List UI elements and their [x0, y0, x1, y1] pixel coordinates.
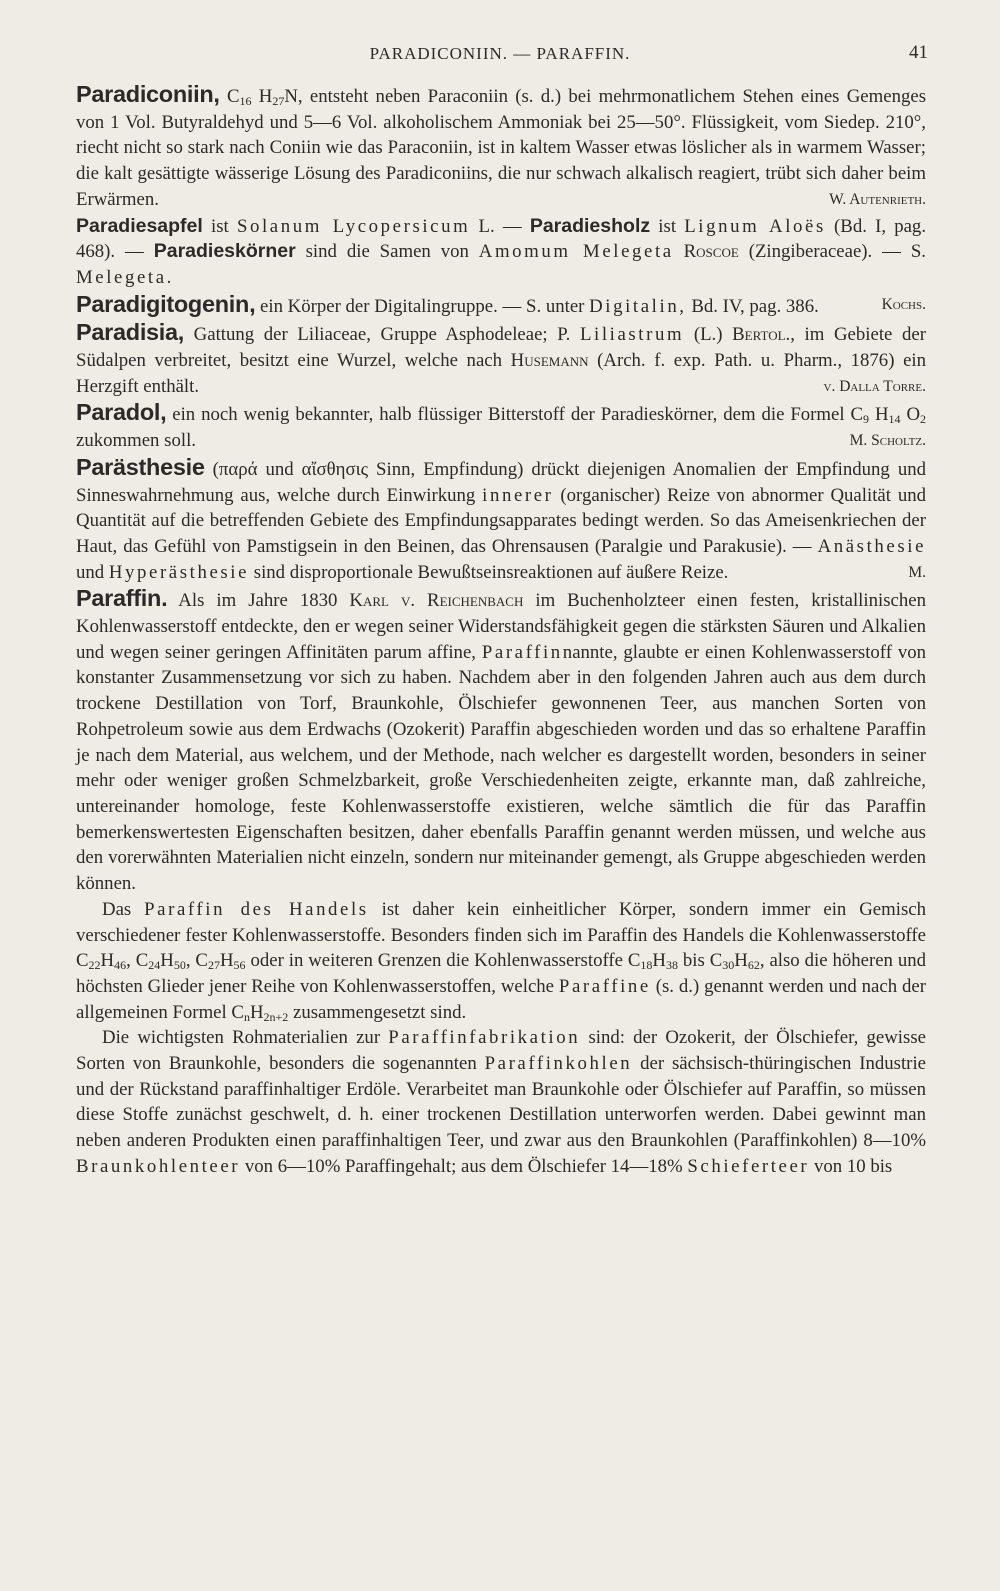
- formula-sub: 16: [239, 94, 252, 108]
- entry-text: im Gebiete der Südalpen verbreitet, besitzt eine Wurzel, welche nach: [76, 324, 926, 372]
- entry-text: (Zingiberaceae). — S.: [748, 241, 926, 263]
- entry-text: L. —: [478, 215, 522, 237]
- formula-sub: 22: [88, 958, 101, 973]
- entry-text: Die wichtigsten Rohmaterialien zur: [102, 1027, 381, 1049]
- entry-text: sind: der Ozokerit, der Ölschiefer, gewisse Sorten von Braunkohle, besonders die sogenannten: [76, 1027, 926, 1075]
- entry-paradigitogenin: [76, 292, 926, 320]
- formula-sub: 2n+2: [263, 1009, 289, 1024]
- formula-text: H: [249, 1001, 264, 1023]
- entry-text: und: [76, 561, 105, 583]
- formula-sub: 46: [114, 958, 127, 973]
- spaced-term: innerer: [482, 484, 554, 506]
- spaced-term: Lignum Aloës: [684, 215, 826, 237]
- entry-parasthesie: [76, 455, 926, 586]
- spaced-term: Digitalin,: [589, 295, 687, 317]
- headword: Paradiesholz: [529, 214, 651, 237]
- author-name: Karl v. Reichenbach: [349, 590, 524, 612]
- spaced-term: Schieferteer: [687, 1155, 810, 1177]
- headword: Paradisia,: [76, 319, 185, 346]
- entry-text: N, entsteht neben Paraconiin (s. d.) bei mehrmonatlichem Stehen eines Gemenges von 1 Vol. Butyraldehyd und 5—6 Vol. alkoholischem Ammoniak bei 25—50°. Flüssigkeit, vom Siedep. 210°, riecht nicht so stark nach Coniin wie das Paraconiin, ist in kaltem Wasser etwas löslicher als in warmem Wasser; die kalt gesättigte wässerige Lösung des Paradiconiins, die nur schwach alkalisch reagiert, trübt sich daher beim Erwärmen.: [76, 86, 927, 210]
- author-signature: v. Dalla Torre.: [823, 377, 926, 395]
- spaced-term: Paraffin: [481, 641, 563, 663]
- entry-text: der sächsisch-thüringischen Industrie und der Rückstand paraffinhaltiger Erdöle. Verarbeitet man Braunkohle oder Ölschiefer auf Paraffin, so müssen diese Stoffe zunächst geschwelt, d. h. einer trockenen Destillation unterworfen werden. Dabei gewinnt man neben anderen Produkten einen paraffinhaltigen Teer, und zwar aus den Braunkohlen (Paraffinkohlen) 8—10%: [76, 1053, 926, 1152]
- headword: Parästhesie: [76, 453, 205, 480]
- entry-text: ein noch wenig bekannter, halb flüssiger Bitterstoff der Paradieskörner, dem die Formel C: [172, 404, 864, 426]
- author-signature: W. Autenrieth.: [829, 190, 926, 208]
- entry-text: nannte, glaubte er einen Kohlenwasserstoff von konstanter Zusammensetzung vor sich zu haben. Nachdem aber in den folgenden Jahren auch aus dem durch trockene Destillation von Torf, Braunkohle, Ölschiefer gewonnenen Teer, aus manchen Sorten von Rohpetroleum sowie aus dem Erdwachs (Ozokerit) Paraffin abgeschieden worden und das so erhaltene Paraffin je nach dem Material, aus welchem, und der Methode, nach welcher es dargestellt worden, besonders in seiner mehr oder weniger großen Schmelzbarkeit, große Verschiedenheiten zeigte, erkannte man, daß zahlreiche, untereinander homologe, feste Kohlenwasserstoffe existieren, welche sämtlich die für das Paraffin bemerkenswertesten Eigenschaften besitzen, daher ebenfalls Paraffin genannt werden müssen, und welche aus den vorerwähnten Materialien nicht einzeln, sondern nur miteinander gemengt, als Gruppe abgeschieden werden können.: [76, 641, 926, 895]
- entry-text: von 10 bis: [813, 1155, 893, 1177]
- running-header: [0, 40, 1000, 70]
- headword: Paradieskörner: [153, 240, 296, 263]
- entry-text: sind die Samen von: [305, 241, 469, 263]
- spaced-term: Liliastrum: [579, 324, 685, 346]
- entry-text: (Arch. f. exp. Path. u. Pharm., 1876) ein Herzgift enthält.: [76, 350, 927, 397]
- entry-text: im Buchenholzteer einen festen, kristallinischen Kohlenwasserstoff entdeckte, den er wegen seiner Widerstandsfähigkeit gegen die stärksten Säuren und Alkalien und wegen seiner geringen Affinitäten parum affine,: [76, 590, 926, 663]
- paragraph: [76, 1025, 926, 1179]
- spaced-term: Paraffinfabrikation: [388, 1027, 581, 1049]
- entry-paradisia: [76, 320, 926, 399]
- text-column: [76, 82, 926, 1181]
- author-signature: M.: [908, 563, 926, 581]
- entry-paradiconiin: [76, 82, 926, 213]
- header-title: PARADICONIIN. — PARAFFIN.: [369, 44, 631, 63]
- entry-text: Das: [102, 898, 132, 920]
- entry-text: ein Körper der Digitalingruppe. — S. unter: [260, 295, 585, 317]
- author-signature: M. Scholtz.: [849, 432, 926, 450]
- author-name: Roscoe: [683, 241, 739, 263]
- headword: Paradiesapfel: [76, 214, 203, 237]
- formula-text: C: [226, 86, 240, 107]
- formula-sub: 50: [173, 958, 186, 973]
- entry-text: ist: [658, 215, 677, 237]
- spaced-term: Paraffinkohlen: [484, 1053, 633, 1075]
- spaced-term: Solanum Lycopersicum: [236, 215, 471, 237]
- entry-text: Gattung der Liliaceae, Gruppe Asphodeleae; P.: [193, 324, 571, 346]
- headword: Paradigitogenin,: [76, 290, 256, 317]
- formula-sub: 62: [747, 958, 760, 973]
- spaced-term: Amomum Melegeta: [478, 241, 674, 263]
- entry-text: (s. d.) genannt werden und nach der allgemeinen Formel C: [76, 975, 926, 1023]
- entry-text: zusammengesetzt sind.: [293, 1001, 467, 1023]
- headword: Paradiconiin,: [76, 81, 220, 107]
- entry-text: , also die höheren und höchsten Glieder jener Reihe von Kohlenwasserstoffen, welche: [76, 950, 927, 997]
- formula-text: H: [652, 950, 666, 972]
- formula-sub: 9: [863, 412, 870, 427]
- formula-text: , C: [126, 950, 149, 972]
- entry-text: sind disproportionale Bewußtseinsreaktionen auf äußere Reize.: [253, 561, 729, 583]
- formula-text: bis C: [682, 950, 723, 972]
- formula-sub: 30: [722, 958, 735, 973]
- spaced-term: Hyperästhesie: [108, 561, 250, 583]
- formula-sub: 2: [920, 412, 927, 427]
- spaced-term: Melegeta.: [76, 266, 174, 288]
- formula-sub: 27: [272, 94, 285, 108]
- author-name: Bertol.,: [732, 324, 795, 346]
- formula-sub: 38: [666, 958, 678, 973]
- formula-sub: 14: [888, 412, 901, 427]
- formula-sub: 27: [207, 958, 220, 973]
- spaced-term: Paraffin des Handels: [144, 898, 369, 920]
- spaced-term: Paraffine: [558, 975, 651, 997]
- entry-paradiesapfel: [76, 214, 926, 291]
- author-name: Husemann: [510, 350, 589, 372]
- formula-sub: 24: [148, 958, 161, 973]
- formula-text: H: [219, 950, 234, 972]
- entry-text: ist daher kein einheitlicher Körper, sondern immer ein Gemisch verschiedener fester Kohlenwasserstoffe. Besonders finden sich im Paraffin des Handels die Kohlenwasserstoffe C: [76, 898, 926, 972]
- spaced-term: Anästhesie: [817, 535, 927, 557]
- formula-text: H: [874, 404, 889, 426]
- entry-text: Bd. IV, pag. 386.: [691, 295, 819, 317]
- formula-text: H: [734, 950, 748, 972]
- paragraph: [76, 897, 926, 1026]
- entry-text: (organischer) Reize von abnormer Qualität und Quantität auf die betreffenden Gebiete des Empfindungsapparates bedingt werden. So das Ameisenkriechen der Haut, das Gefühl von Pamstigsein in den Beinen, das Ohrensausen (Paralgie und Parakusie). —: [76, 484, 926, 557]
- formula-text: O: [906, 404, 921, 426]
- headword: Paradol,: [76, 399, 167, 426]
- entry-paradol: [76, 400, 926, 453]
- headword: Paraffin.: [76, 585, 168, 612]
- entry-text: (L.): [693, 324, 723, 346]
- spaced-term: Braunkohlenteer: [76, 1155, 241, 1177]
- formula-text: H: [258, 86, 273, 107]
- formula-text: , C: [185, 950, 208, 972]
- formula-text: H: [160, 950, 174, 972]
- entry-text: (Bd. I, pag. 468). —: [76, 215, 927, 263]
- entry-text: oder in weiteren Grenzen die Kohlenwasserstoffe C: [250, 950, 641, 972]
- entry-text: (παρά und αἴσθησις Sinn, Empfindung) drückt diejenigen Anomalien der Empfindung und Sinneswahrnehmung aus, welche durch Einwirkung: [76, 458, 926, 506]
- entry-paraffin: [76, 586, 926, 1179]
- entry-text: zukommen soll.: [76, 430, 196, 452]
- page-number: 41: [909, 42, 928, 63]
- entry-text: ist: [211, 215, 229, 237]
- entry-text: Als im Jahre 1830: [178, 590, 338, 612]
- formula-text: H: [100, 950, 115, 972]
- author-signature: Kochs.: [881, 295, 926, 313]
- entry-text: von 6—10% Paraffingehalt; aus dem Ölschiefer 14—18%: [244, 1155, 683, 1177]
- formula-sub: n: [243, 1009, 250, 1024]
- formula-sub: 18: [640, 958, 653, 973]
- formula-sub: 56: [233, 958, 246, 973]
